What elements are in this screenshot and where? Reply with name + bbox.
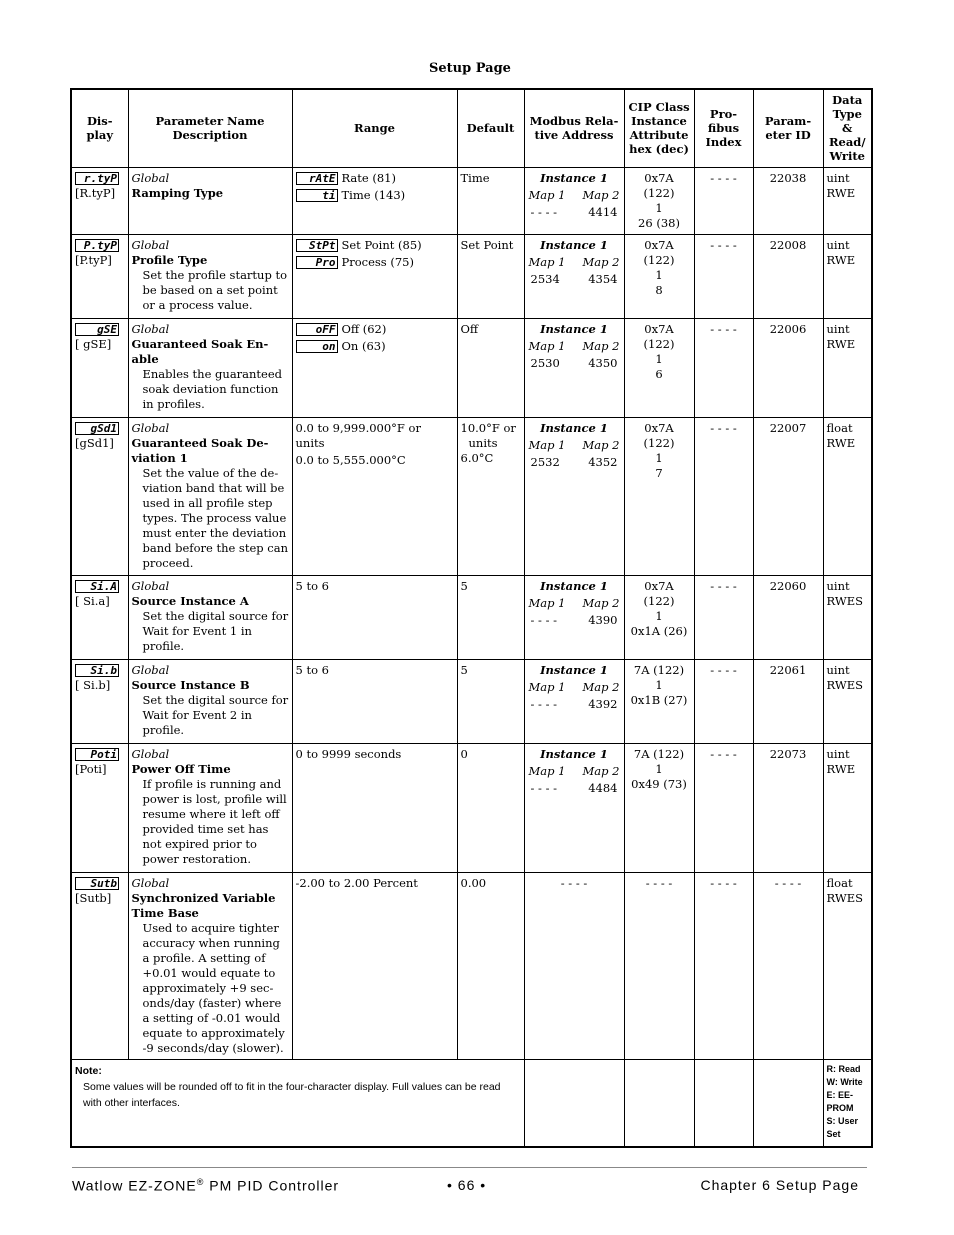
- header-default: Default: [457, 89, 524, 167]
- param-id-value: - - - -: [774, 875, 802, 890]
- modbus-map2-value: 4392: [588, 696, 618, 711]
- display-code: [R.tyP]: [75, 185, 116, 200]
- profibus-value: - - - -: [710, 578, 737, 593]
- range-option: [296, 171, 454, 186]
- default-value: Off: [460, 321, 479, 336]
- param-id-cell: [753, 167, 823, 234]
- param-id-cell: [753, 234, 823, 318]
- modbus-instance: Instance 1: [540, 420, 608, 435]
- lcd-display: P.tyP: [75, 239, 119, 252]
- range-cell: [292, 872, 457, 1059]
- range-text: Rate (81): [341, 170, 396, 185]
- legend-read: R: Read: [826, 1063, 861, 1074]
- default-cell: [457, 575, 524, 659]
- parameter-cell: [128, 575, 292, 659]
- range-text: 0.0 to 9,999.000°F or units: [295, 420, 421, 450]
- modbus-map2-value: 4390: [588, 612, 618, 627]
- cip-value: 0x7A (122): [643, 420, 675, 450]
- note-empty-param: [753, 1059, 823, 1147]
- data-type-cell: [823, 167, 872, 234]
- header-parameter: Parameter Name Description: [128, 89, 292, 167]
- range-text: Off (62): [341, 321, 387, 336]
- table-row: [71, 318, 872, 417]
- display-code: [ Si.b]: [75, 677, 111, 692]
- cip-value: 0x7A (122): [643, 578, 675, 608]
- cip-value: 6: [655, 366, 663, 381]
- read-write: RWE: [826, 252, 856, 267]
- cip-cell: [624, 318, 694, 417]
- modbus-instance: Instance 1: [540, 578, 608, 593]
- param-id-cell: [753, 659, 823, 743]
- table-row: [71, 234, 872, 318]
- data-type-cell: [823, 659, 872, 743]
- modbus-map1-value: 2534: [530, 271, 560, 286]
- lcd-display: Si.b: [75, 664, 119, 677]
- legend-eeprom: E: EE- PROM: [826, 1089, 854, 1113]
- parameter-cell: [128, 318, 292, 417]
- parameter-description: Set the value of the de- viation band that will be used in all profile step types. The process value must enter the deviation band before the step can proceed.: [142, 465, 288, 570]
- lcd-display: r.tyP: [75, 172, 119, 185]
- note-empty-profibus: [694, 1059, 753, 1147]
- page-title: Setup Page: [429, 61, 511, 76]
- default-value: 5: [460, 662, 468, 677]
- cip-value: 1: [655, 450, 663, 465]
- data-type: uint: [826, 321, 850, 336]
- range-cell: [292, 417, 457, 575]
- parameter-scope: Global: [131, 662, 170, 677]
- range-cell: [292, 575, 457, 659]
- profibus-cell: [694, 234, 753, 318]
- data-type: uint: [826, 170, 850, 185]
- default-value: units: [468, 435, 498, 450]
- range-lcd: on: [296, 340, 338, 353]
- display-code: [ gSE]: [75, 336, 112, 351]
- range-lcd: Pro: [296, 256, 338, 269]
- profibus-value: - - - -: [710, 321, 737, 336]
- cip-value: 0x7A (122): [643, 170, 675, 200]
- cip-value: 1: [655, 761, 663, 776]
- cip-cell: [624, 234, 694, 318]
- display-cell: [71, 167, 128, 234]
- profibus-value: - - - -: [710, 662, 737, 677]
- modbus-map2-label: Map 2: [582, 338, 620, 353]
- cip-value: 1: [655, 351, 663, 366]
- header-data-type: Data Type & Read/ Write: [823, 89, 872, 167]
- profibus-cell: [694, 743, 753, 872]
- table-header-row: [71, 89, 872, 167]
- parameter-cell: [128, 417, 292, 575]
- cip-cell: [624, 575, 694, 659]
- modbus-map2-label: Map 2: [582, 763, 620, 778]
- modbus-cell: [524, 743, 624, 872]
- range-lcd: StPt: [296, 239, 338, 252]
- data-type: uint: [826, 578, 850, 593]
- modbus-map1-label: Map 1: [528, 254, 566, 269]
- display-code: [ Si.a]: [75, 593, 110, 608]
- read-write: RWES: [826, 677, 863, 692]
- range-cell: [292, 234, 457, 318]
- modbus-instance: Instance 1: [540, 746, 608, 761]
- range-text: Process (75): [341, 254, 414, 269]
- parameter-cell: [128, 167, 292, 234]
- range-text: 0 to 9999 seconds: [295, 746, 402, 761]
- cip-value: 1: [655, 677, 663, 692]
- param-id-cell: [753, 872, 823, 1059]
- parameter-name: Guaranteed Soak En- able: [131, 336, 269, 366]
- header-profibus: Pro- fibus Index: [694, 89, 753, 167]
- range-cell: [292, 743, 457, 872]
- range-text: Set Point (85): [341, 237, 422, 252]
- display-cell: [71, 318, 128, 417]
- legend-cell: [823, 1059, 872, 1147]
- modbus-map1-value: - - - -: [530, 696, 558, 711]
- header-range: Range: [292, 89, 457, 167]
- cip-value: 0x49 (73): [631, 776, 687, 791]
- note-cell: [71, 1059, 524, 1147]
- cip-value: 7: [655, 465, 663, 480]
- legend-user-set: S: User Set: [826, 1115, 859, 1139]
- range-text: Time (143): [341, 187, 406, 202]
- header-display: Dis- play: [71, 89, 128, 167]
- data-type-cell: [823, 743, 872, 872]
- table-row: [71, 167, 872, 234]
- modbus-map1-value: 2530: [530, 355, 560, 370]
- parameter-description: Set the profile startup to be based on a set point or a process value.: [142, 267, 288, 312]
- cip-value: 0x1A (26): [630, 623, 688, 638]
- profibus-value: - - - -: [710, 746, 737, 761]
- default-cell: [457, 743, 524, 872]
- default-cell: [457, 659, 524, 743]
- cip-cell: [624, 417, 694, 575]
- cip-cell: [624, 659, 694, 743]
- modbus-map2-value: 4414: [588, 204, 618, 219]
- data-type: uint: [826, 237, 850, 252]
- cip-cell: [624, 743, 694, 872]
- parameter-description: Set the digital source for Wait for Event 2 in profile.: [142, 692, 289, 737]
- note-empty-cip: [624, 1059, 694, 1147]
- parameter-table: [70, 88, 873, 1148]
- parameter-description: Used to acquire tighter accuracy when running a profile. A setting of +0.01 would equate to approximately +9 sec- onds/day (faster) where a setting of -0.01 would equate to approximately -9 seconds/day (slower).: [142, 920, 285, 1055]
- modbus-cell: [524, 167, 624, 234]
- modbus-map2-value: 4484: [588, 780, 618, 795]
- cip-value: 1: [655, 608, 663, 623]
- data-type-cell: [823, 872, 872, 1059]
- read-write: RWE: [826, 435, 856, 450]
- footer-left: [72, 1177, 339, 1194]
- display-cell: [71, 417, 128, 575]
- cip-value: 8: [655, 282, 663, 297]
- modbus-map2-value: 4352: [588, 454, 618, 469]
- default-cell: [457, 234, 524, 318]
- data-type-cell: [823, 318, 872, 417]
- footer-chapter: Chapter 6 Setup Page: [700, 1177, 859, 1193]
- modbus-map2-label: Map 2: [582, 679, 620, 694]
- display-code: [gSd1]: [75, 435, 114, 450]
- table-row: [71, 417, 872, 575]
- param-id-value: 22060: [769, 578, 807, 593]
- cip-value: 1: [655, 200, 663, 215]
- table-row: [71, 743, 872, 872]
- display-code: [Sutb]: [75, 890, 112, 905]
- table-row: [71, 659, 872, 743]
- header-cip: CIP Class Instance Attribute hex (dec): [624, 89, 694, 167]
- default-value: 0: [460, 746, 468, 761]
- display-cell: [71, 659, 128, 743]
- default-value: 0.00: [460, 875, 487, 890]
- modbus-map1-label: Map 1: [528, 679, 566, 694]
- cip-value: 0x7A (122): [643, 321, 675, 351]
- range-cell: [292, 318, 457, 417]
- range-option: [296, 255, 454, 270]
- read-write: RWE: [826, 185, 856, 200]
- data-type: float: [826, 420, 853, 435]
- default-cell: [457, 872, 524, 1059]
- range-text: On (63): [341, 338, 386, 353]
- modbus-cell: [524, 417, 624, 575]
- default-value: Time: [460, 170, 490, 185]
- parameter-scope: Global: [131, 578, 170, 593]
- cip-value: 26 (38): [638, 215, 680, 230]
- modbus-cell: [524, 318, 624, 417]
- lcd-display: gSE: [75, 323, 119, 336]
- range-text: 0.0 to 5,555.000°C: [295, 452, 406, 467]
- modbus-map2-label: Map 2: [582, 437, 620, 452]
- default-value: 5: [460, 578, 468, 593]
- modbus-map1-label: Map 1: [528, 763, 566, 778]
- cip-cell: [624, 167, 694, 234]
- display-code: [P.tyP]: [75, 252, 112, 267]
- modbus-map2-value: 4350: [588, 355, 618, 370]
- range-option: [296, 322, 454, 337]
- footer-page-number: • 66 •: [447, 1177, 487, 1193]
- parameter-scope: Global: [131, 170, 170, 185]
- default-value: 10.0°F or: [460, 420, 516, 435]
- range-text: 5 to 6: [295, 578, 329, 593]
- modbus-map2-value: 4354: [588, 271, 618, 286]
- modbus-map2-label: Map 2: [582, 187, 620, 202]
- footer-brand: Watlow EZ-ZONE: [72, 1177, 197, 1194]
- parameter-name: Power Off Time: [131, 761, 231, 776]
- parameter-cell: [128, 743, 292, 872]
- parameter-name: Profile Type: [131, 252, 208, 267]
- cip-value: 1: [655, 267, 663, 282]
- default-value: Set Point: [460, 237, 514, 252]
- modbus-map1-value: - - - -: [530, 612, 558, 627]
- note-text: Some values will be rounded off to fit in the four-character display. Full values can be read with other interfaces.: [83, 1080, 501, 1109]
- parameter-description: If profile is running and power is lost, profile will resume where it left off provided time set has not expired prior to power restoration.: [142, 776, 287, 866]
- header-param-id: Param- eter ID: [753, 89, 823, 167]
- param-id-value: 22061: [769, 662, 807, 677]
- display-cell: [71, 872, 128, 1059]
- display-cell: [71, 234, 128, 318]
- data-type: uint: [826, 662, 850, 677]
- parameter-name: Ramping Type: [131, 185, 224, 200]
- profibus-cell: [694, 659, 753, 743]
- range-text: 5 to 6: [295, 662, 329, 677]
- profibus-cell: [694, 318, 753, 417]
- default-value: 6.0°C: [460, 450, 494, 465]
- modbus-cell: [524, 234, 624, 318]
- range-lcd: oFF: [296, 323, 338, 336]
- param-id-cell: [753, 575, 823, 659]
- modbus-map1-label: Map 1: [528, 437, 566, 452]
- footer-product: PM PID Controller: [204, 1177, 340, 1194]
- range-option: [296, 188, 454, 203]
- range-cell: [292, 659, 457, 743]
- modbus-map1-label: Map 1: [528, 338, 566, 353]
- lcd-display: Si.A: [75, 580, 119, 593]
- parameter-scope: Global: [131, 237, 170, 252]
- range-lcd: ti: [296, 189, 338, 202]
- note-empty-modbus: [524, 1059, 624, 1147]
- modbus-map1-value: - - - -: [530, 204, 558, 219]
- cip-value: - - - -: [645, 875, 673, 890]
- data-type-cell: [823, 234, 872, 318]
- default-cell: [457, 417, 524, 575]
- data-type-cell: [823, 575, 872, 659]
- note-row: [71, 1059, 872, 1147]
- range-option: [296, 339, 454, 354]
- param-id-value: 22038: [769, 170, 807, 185]
- data-type-cell: [823, 417, 872, 575]
- table-row: [71, 872, 872, 1059]
- parameter-description: Enables the guaranteed soak deviation function in profiles.: [142, 366, 283, 411]
- profibus-cell: [694, 167, 753, 234]
- modbus-map1-label: Map 1: [528, 595, 566, 610]
- profibus-value: - - - -: [710, 170, 737, 185]
- param-id-cell: [753, 417, 823, 575]
- parameter-scope: Global: [131, 321, 170, 336]
- profibus-value: - - - -: [710, 237, 737, 252]
- modbus-map2-label: Map 2: [582, 595, 620, 610]
- display-cell: [71, 743, 128, 872]
- cip-value: 7A (122): [633, 746, 685, 761]
- default-cell: [457, 318, 524, 417]
- data-type: float: [826, 875, 853, 890]
- profibus-cell: [694, 575, 753, 659]
- param-id-cell: [753, 318, 823, 417]
- parameter-cell: [128, 659, 292, 743]
- lcd-display: Sutb: [75, 877, 119, 890]
- cip-value: 0x7A (122): [643, 237, 675, 267]
- modbus-cell: [524, 872, 624, 1059]
- header-modbus: Modbus Rela- tive Address: [524, 89, 624, 167]
- parameter-cell: [128, 234, 292, 318]
- display-cell: [71, 575, 128, 659]
- modbus-cell: [524, 575, 624, 659]
- parameter-scope: Global: [131, 746, 170, 761]
- read-write: RWE: [826, 761, 856, 776]
- range-lcd: rAtE: [296, 172, 338, 185]
- read-write: RWES: [826, 593, 863, 608]
- parameter-cell: [128, 872, 292, 1059]
- modbus-instance: Instance 1: [540, 170, 608, 185]
- footer-divider: [72, 1167, 867, 1168]
- default-cell: [457, 167, 524, 234]
- parameter-name: Synchronized Variable Time Base: [131, 890, 276, 920]
- lcd-display: Poti: [75, 748, 119, 761]
- read-write: RWES: [826, 890, 863, 905]
- cip-value: 7A (122): [633, 662, 685, 677]
- parameter-description: Set the digital source for Wait for Event 1 in profile.: [142, 608, 289, 653]
- parameter-name: Guaranteed Soak De- viation 1: [131, 435, 269, 465]
- cip-value: 0x1B (27): [630, 692, 688, 707]
- modbus-map1-label: Map 1: [528, 187, 566, 202]
- note-title: Note:: [75, 1064, 102, 1077]
- range-option: [296, 238, 454, 253]
- profibus-value: - - - -: [710, 420, 737, 435]
- parameter-name: Source Instance B: [131, 677, 250, 692]
- modbus-cell: [524, 659, 624, 743]
- data-type: uint: [826, 746, 850, 761]
- range-cell: [292, 167, 457, 234]
- param-id-value: 22007: [769, 420, 807, 435]
- param-id-value: 22073: [769, 746, 807, 761]
- modbus-map1-value: - - - -: [530, 780, 558, 795]
- table-row: [71, 575, 872, 659]
- modbus-instance: Instance 1: [540, 321, 608, 336]
- parameter-scope: Global: [131, 875, 170, 890]
- modbus-instance: Instance 1: [540, 662, 608, 677]
- legend-write: W: Write: [826, 1076, 863, 1087]
- range-text: -2.00 to 2.00 Percent: [295, 875, 418, 890]
- profibus-cell: [694, 872, 753, 1059]
- modbus-map2-label: Map 2: [582, 254, 620, 269]
- cip-cell: [624, 872, 694, 1059]
- footer-reg-mark: ®: [196, 1177, 205, 1187]
- param-id-value: 22008: [769, 237, 807, 252]
- param-id-cell: [753, 743, 823, 872]
- parameter-scope: Global: [131, 420, 170, 435]
- modbus-map1-value: 2532: [530, 454, 560, 469]
- profibus-value: - - - -: [710, 875, 737, 890]
- read-write: RWE: [826, 336, 856, 351]
- param-id-value: 22006: [769, 321, 807, 336]
- parameter-name: Source Instance A: [131, 593, 249, 608]
- profibus-cell: [694, 417, 753, 575]
- lcd-display: gSd1: [75, 422, 119, 435]
- modbus-instance: Instance 1: [540, 237, 608, 252]
- modbus-value: - - - -: [560, 875, 588, 890]
- display-code: [Poti]: [75, 761, 107, 776]
